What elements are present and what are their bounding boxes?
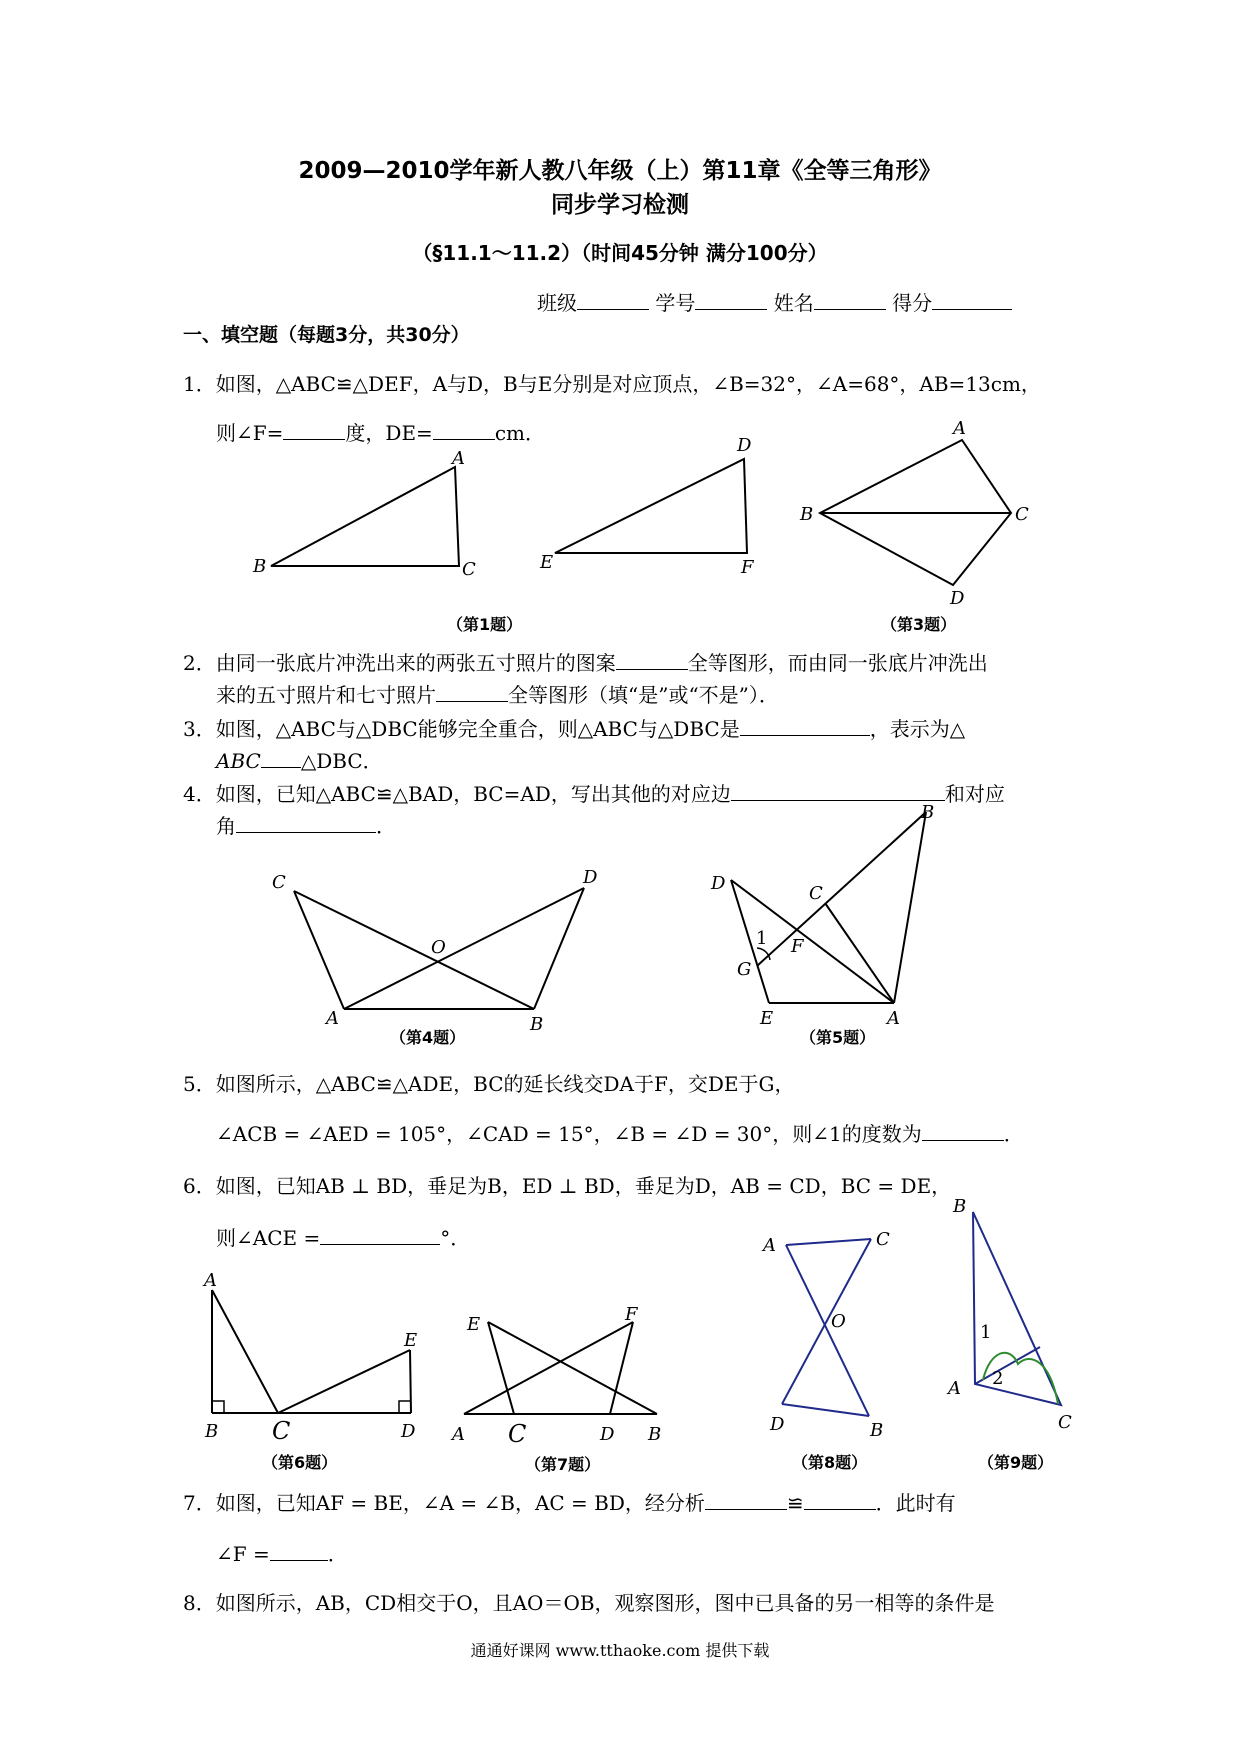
q7-blank-3[interactable] <box>270 1542 328 1561</box>
question-5-line-2 <box>216 1118 1024 1147</box>
q1-blank-de[interactable] <box>433 421 495 440</box>
id-label: 学号 <box>655 291 696 315</box>
q2-blank-1[interactable] <box>616 651 688 670</box>
fig7-label: E <box>467 1314 481 1335</box>
fig5-label: F <box>791 936 804 957</box>
fig8-label: C <box>876 1229 890 1250</box>
figure-6-caption: （第6题） <box>262 1453 338 1472</box>
q4-text-c: 角 <box>216 814 236 838</box>
q3-blank-2[interactable] <box>261 749 301 768</box>
fig9-label: C <box>1058 1412 1072 1433</box>
fig9-label: A <box>948 1378 961 1399</box>
fig6-label: B <box>205 1421 219 1442</box>
fig5-label: C <box>809 883 823 904</box>
question-2-line-1 <box>183 647 988 676</box>
fig1-label: A <box>452 448 465 469</box>
q2-text-c: 来的五寸照片和七寸照片 <box>216 683 436 707</box>
fig1-label: C <box>462 559 476 580</box>
fig8-label: B <box>870 1420 884 1441</box>
question-4-line-1 <box>183 778 1005 807</box>
q7-blank-1[interactable] <box>705 1491 787 1510</box>
fig8-label: O <box>831 1311 846 1332</box>
fig6-label: D <box>401 1421 416 1442</box>
class-field[interactable] <box>577 291 649 310</box>
q4-blank-sides[interactable] <box>731 782 945 801</box>
score-field[interactable] <box>932 291 1012 310</box>
question-8-line-1: 8．如图所示，AB，CD相交于O，且AO＝OB，观察图形，图中已具备的另一相等的条件是 <box>183 1591 995 1615</box>
q3-text-c: ABC <box>216 749 261 773</box>
fig1-label: E <box>540 552 554 573</box>
fig9-label: 1 <box>980 1322 992 1343</box>
fig8-label: D <box>770 1414 785 1435</box>
fig9-label: B <box>953 1196 967 1217</box>
q2-text-a: 2．由同一张底片冲洗出来的两张五寸照片的图案 <box>183 651 616 675</box>
q7-text-e: ． <box>327 1542 348 1566</box>
fig7-label: F <box>625 1304 638 1325</box>
fig3-label: C <box>1015 504 1029 525</box>
q2-blank-2[interactable] <box>436 683 508 702</box>
q4-blank-angles[interactable] <box>236 814 376 833</box>
q1-text-b: 度，DE= <box>345 421 433 445</box>
figure-8-caption: （第8题） <box>792 1453 868 1472</box>
question-6-line-1: 6．如图，已知AB ⊥ BD，垂足为B，ED ⊥ BD，垂足为D，AB = CD，BC = DE， <box>183 1174 952 1198</box>
figure-9-caption: （第9题） <box>978 1453 1054 1472</box>
figure-1-caption: （第1题） <box>447 615 523 634</box>
q3-text-d: △DBC． <box>300 749 383 773</box>
page-footer: 通通好课网 www.tthaoke.com 提供下载 <box>470 1641 770 1660</box>
fig1-label: B <box>253 556 267 577</box>
figure-3-caption: （第3题） <box>881 615 957 634</box>
fig4-label: C <box>272 872 286 893</box>
question-3-line-2 <box>216 745 383 774</box>
question-1-line-2 <box>216 417 545 446</box>
q4-text-d: ． <box>376 814 396 838</box>
question-5-line-1: 5．如图所示，△ABC≌△ADE，BC的延长线交DA于F，交DE于G， <box>183 1072 795 1096</box>
q7-text-c: ．此时有 <box>875 1491 956 1515</box>
q3-text-a: 3．如图，△ABC与△DBC能够完全重合，则△ABC与△DBC是 <box>183 717 740 741</box>
class-label: 班级 <box>537 291 577 315</box>
question-1-line-1: 1．如图，△ABC≌△DEF，A与D，B与E分别是对应顶点，∠B=32°，∠A=68°，AB=13cm， <box>183 372 1041 396</box>
fig3-label: B <box>800 504 814 525</box>
q7-text-d: ∠F = <box>216 1542 270 1566</box>
fig7-label: B <box>648 1424 662 1445</box>
student-info <box>537 287 1012 316</box>
fig3-label: D <box>950 588 965 609</box>
q2-text-b: 全等图形，而由同一张底片冲洗出 <box>687 651 988 675</box>
id-field[interactable] <box>695 291 767 310</box>
q6-text-a: 则∠ACE = <box>216 1226 321 1250</box>
q6-blank[interactable] <box>320 1226 440 1245</box>
fig7-label: A <box>452 1424 465 1445</box>
q4-text-b: 和对应 <box>944 782 1005 806</box>
q1-text-a: 则∠F= <box>216 421 284 445</box>
fig5-label: E <box>760 1008 774 1029</box>
question-6-line-2 <box>216 1222 470 1251</box>
name-field[interactable] <box>814 291 886 310</box>
question-7-line-1 <box>183 1487 956 1516</box>
q6-text-b: °． <box>440 1226 471 1250</box>
fig5-label: D <box>711 873 726 894</box>
q4-text-a: 4．如图，已知△ABC≌△BAD，BC=AD，写出其他的对应边 <box>183 782 731 806</box>
q7-blank-2[interactable] <box>804 1491 876 1510</box>
fig4-label: O <box>431 937 446 958</box>
fig8-label: A <box>763 1235 776 1256</box>
fig4-label: B <box>530 1014 544 1035</box>
figure-7-caption: （第7题） <box>525 1455 601 1474</box>
q2-text-d: 全等图形（填“是”或“不是”）． <box>508 683 779 707</box>
fig6-label: C <box>272 1417 291 1445</box>
question-4-line-2 <box>216 810 396 839</box>
q3-text-b: ，表示为△ <box>869 717 966 741</box>
question-2-line-2 <box>216 679 779 708</box>
fig5-label: A <box>887 1008 900 1029</box>
section-heading: 一、填空题（每题3分，共30分） <box>183 324 470 346</box>
page-subtitle: 同步学习检测 <box>551 192 689 218</box>
q3-blank-1[interactable] <box>740 717 870 736</box>
q5-blank[interactable] <box>922 1122 1004 1141</box>
figure-5-caption: （第5题） <box>800 1028 876 1047</box>
question-3-line-1 <box>183 713 965 742</box>
name-label: 姓名 <box>773 291 814 315</box>
q1-blank-f[interactable] <box>283 421 345 440</box>
fig4-label: D <box>583 867 598 888</box>
q1-text-c: cm． <box>494 421 545 445</box>
fig5-label: 1 <box>756 928 768 949</box>
fig9-label: 2 <box>992 1368 1004 1389</box>
fig5-label: B <box>921 802 935 823</box>
question-7-line-2 <box>216 1538 348 1567</box>
q5-text-a: ∠ACB = ∠AED = 105°，∠CAD = 15°，∠B = ∠D = 30°，则∠1的度数为 <box>216 1122 922 1146</box>
score-label: 得分 <box>892 291 933 315</box>
exam-scope: （§11.1～11.2）（时间45分钟 满分100分） <box>412 241 828 265</box>
page-title: 2009—2010学年新人教八年级（上）第11章《全等三角形》 <box>298 158 942 184</box>
fig3-label: A <box>953 418 966 439</box>
fig1-label: F <box>741 557 754 578</box>
fig7-label: D <box>600 1424 615 1445</box>
q5-text-b: ． <box>1003 1122 1024 1146</box>
fig6-label: A <box>204 1270 217 1291</box>
q7-text-b: ≌ <box>786 1491 804 1515</box>
fig4-label: A <box>326 1008 339 1029</box>
fig6-label: E <box>404 1330 418 1351</box>
figure-4-caption: （第4题） <box>390 1028 466 1047</box>
fig5-label: G <box>737 959 752 980</box>
fig7-label: C <box>508 1420 527 1448</box>
q7-text-a: 7．如图，已知AF = BE，∠A = ∠B，AC = BD，经分析 <box>183 1491 705 1515</box>
fig1-label: D <box>737 435 752 456</box>
